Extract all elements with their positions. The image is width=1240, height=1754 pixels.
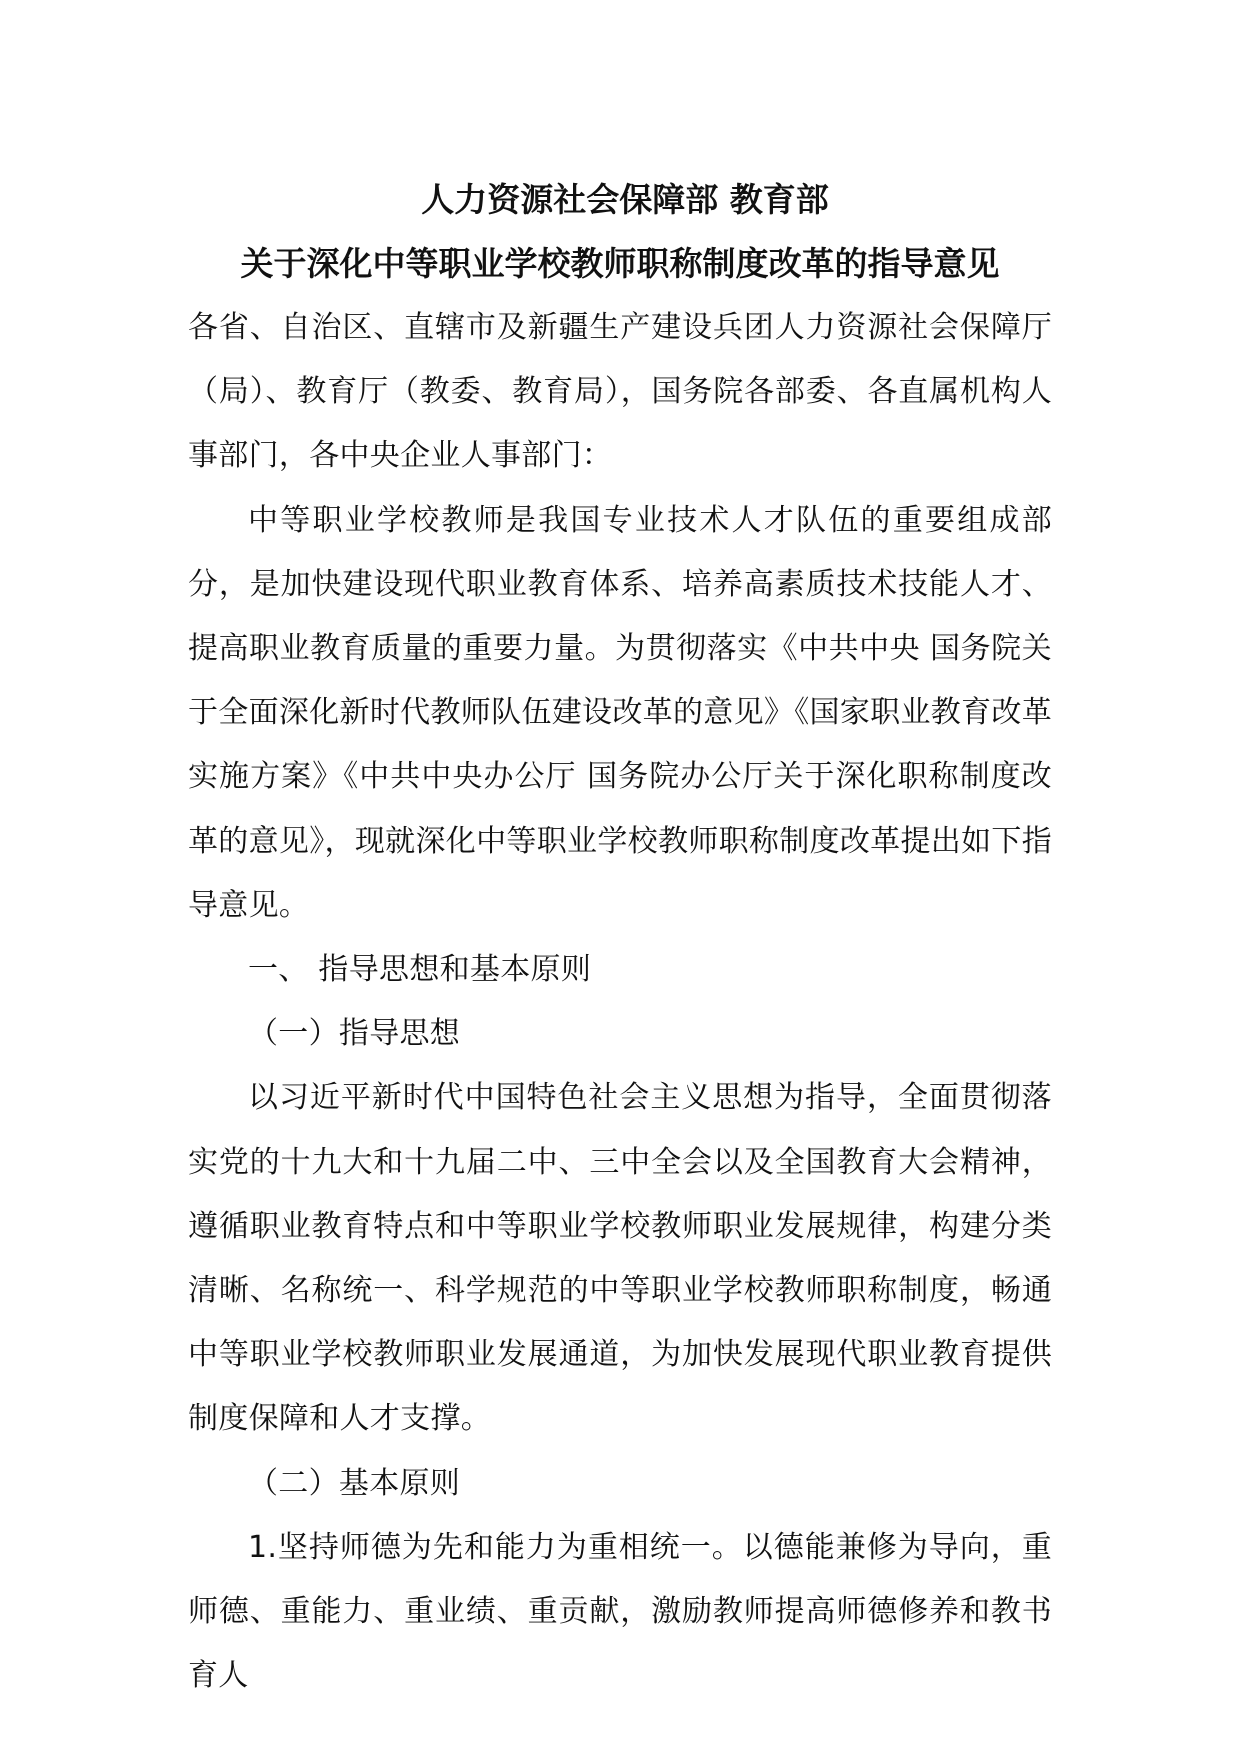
section-heading: 一、 指导思想和基本原则 [248,952,592,988]
document-page [188,168,1052,1708]
guiding-thought-paragraph: 以习近平新时代中国特色社会主义思想为指导，全面贯彻落实党的十九大和十九届二中、三中全会以及全国教育大会精神，遵循职业教育特点和中等职业学校教师职业发展规律，构建分类清晰、名称统一、科学规范的中等职业学校教师职称制度，畅通中等职业学校教师职业发展通道，为加快发展现代职业教育提供制度保障和人才支撑。 [188,1080,1052,1437]
document-title-issuers: 人力资源社会保障部 教育部 [421,180,829,219]
subsection-heading: （二）基本原则 [248,1465,461,1501]
principle-paragraph: 1.坚持师德为先和能力为重相统一。以德能兼修为导向，重师德、重能力、重业绩、重贡献，激励教师提高师德修养和教书育人 [188,1529,1052,1694]
subsection-heading: （一）指导思想 [248,1016,461,1052]
document-title: 关于深化中等职业学校教师职称制度改革的指导意见 [240,244,1000,283]
salutation-paragraph: 各省、自治区、直辖市及新疆生产建设兵团人力资源社会保障厅（局）、教育厅（教委、教育局），国务院各部委、各直属机构人事部门，各中央企业人事部门： [188,310,1052,474]
intro-paragraph: 中等职业学校教师是我国专业技术人才队伍的重要组成部分，是加快建设现代职业教育体系、培养高素质技术技能人才、提高职业教育质量的重要力量。为贯彻落实《中共中央 国务院关于全面深化新时代教师队伍建设改革的意见》《国家职业教育改革实施方案》《中共中央办公厅 国务院办公厅关于深化职称制度改革的意见》，现就深化中等职业学校教师职称制度改革提出如下指导意见。 [188,502,1052,923]
